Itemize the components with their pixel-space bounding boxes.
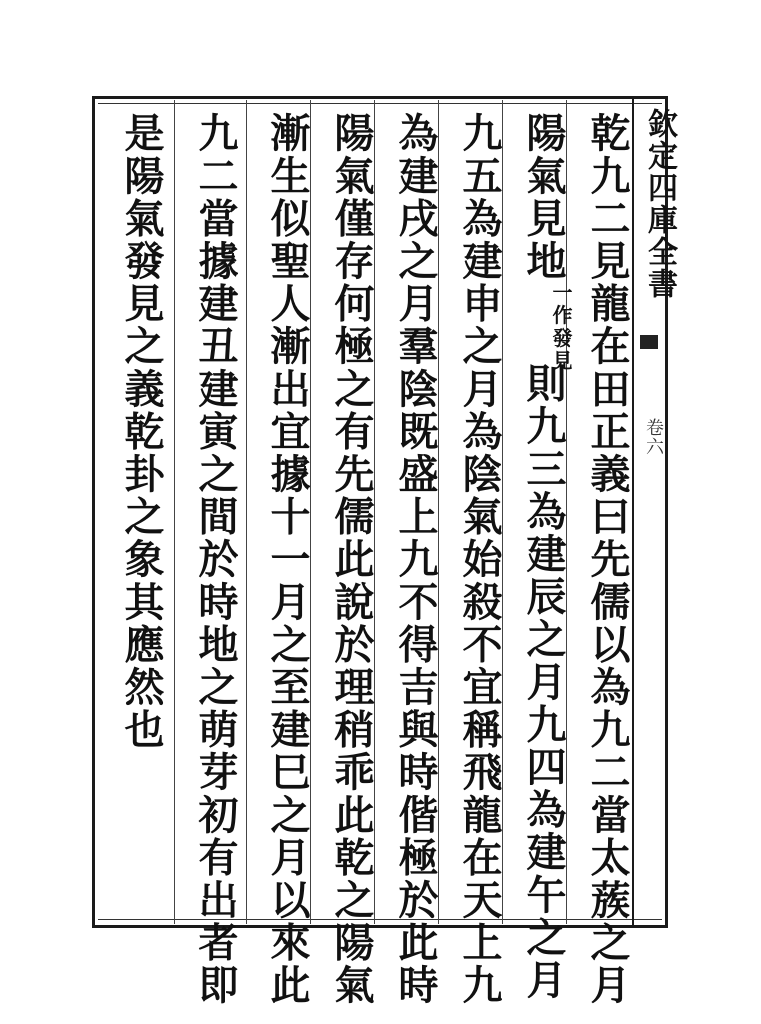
column-2-text-before: 陽氣見地 xyxy=(520,112,567,283)
volume-label: 卷六 xyxy=(643,418,664,456)
text-column-4: 為建戌之月羣陰既盛上九不得吉與時偕極於此時 xyxy=(392,112,439,1007)
text-column-2 xyxy=(514,112,572,1001)
text-column-3: 九五為建申之月為陰氣始殺不宜稱飛龍在天上九 xyxy=(456,112,503,1007)
note-left: 發見 xyxy=(549,327,573,373)
text-column-1: 乾九二見龍在田正義曰先儒以為九二當太蔟之月 xyxy=(584,112,631,1007)
text-column-8: 是陽氣發見之義乾卦之象其應然也 xyxy=(118,112,165,751)
interlinear-note xyxy=(549,282,573,373)
text-column-7: 九二當據建丑建寅之間於時地之萌芽初有出者即 xyxy=(192,112,239,1007)
note-right: 一作 xyxy=(549,282,573,328)
top-rule xyxy=(98,103,662,104)
column-rule xyxy=(174,100,175,924)
fish-tail-mark xyxy=(640,335,658,349)
text-column-6: 漸生似聖人漸出宜據十一月之至建巳之月以來此 xyxy=(264,112,311,1007)
column-rule xyxy=(246,100,247,924)
text-column-5: 陽氣僅存何極之有先儒此說於理稍乖此乾之陽氣 xyxy=(328,112,375,1007)
book-title: 欽定四庫全書 xyxy=(642,108,677,300)
column-2-text-after: 則九三為建辰之月九四為建午之月 xyxy=(520,362,567,1002)
